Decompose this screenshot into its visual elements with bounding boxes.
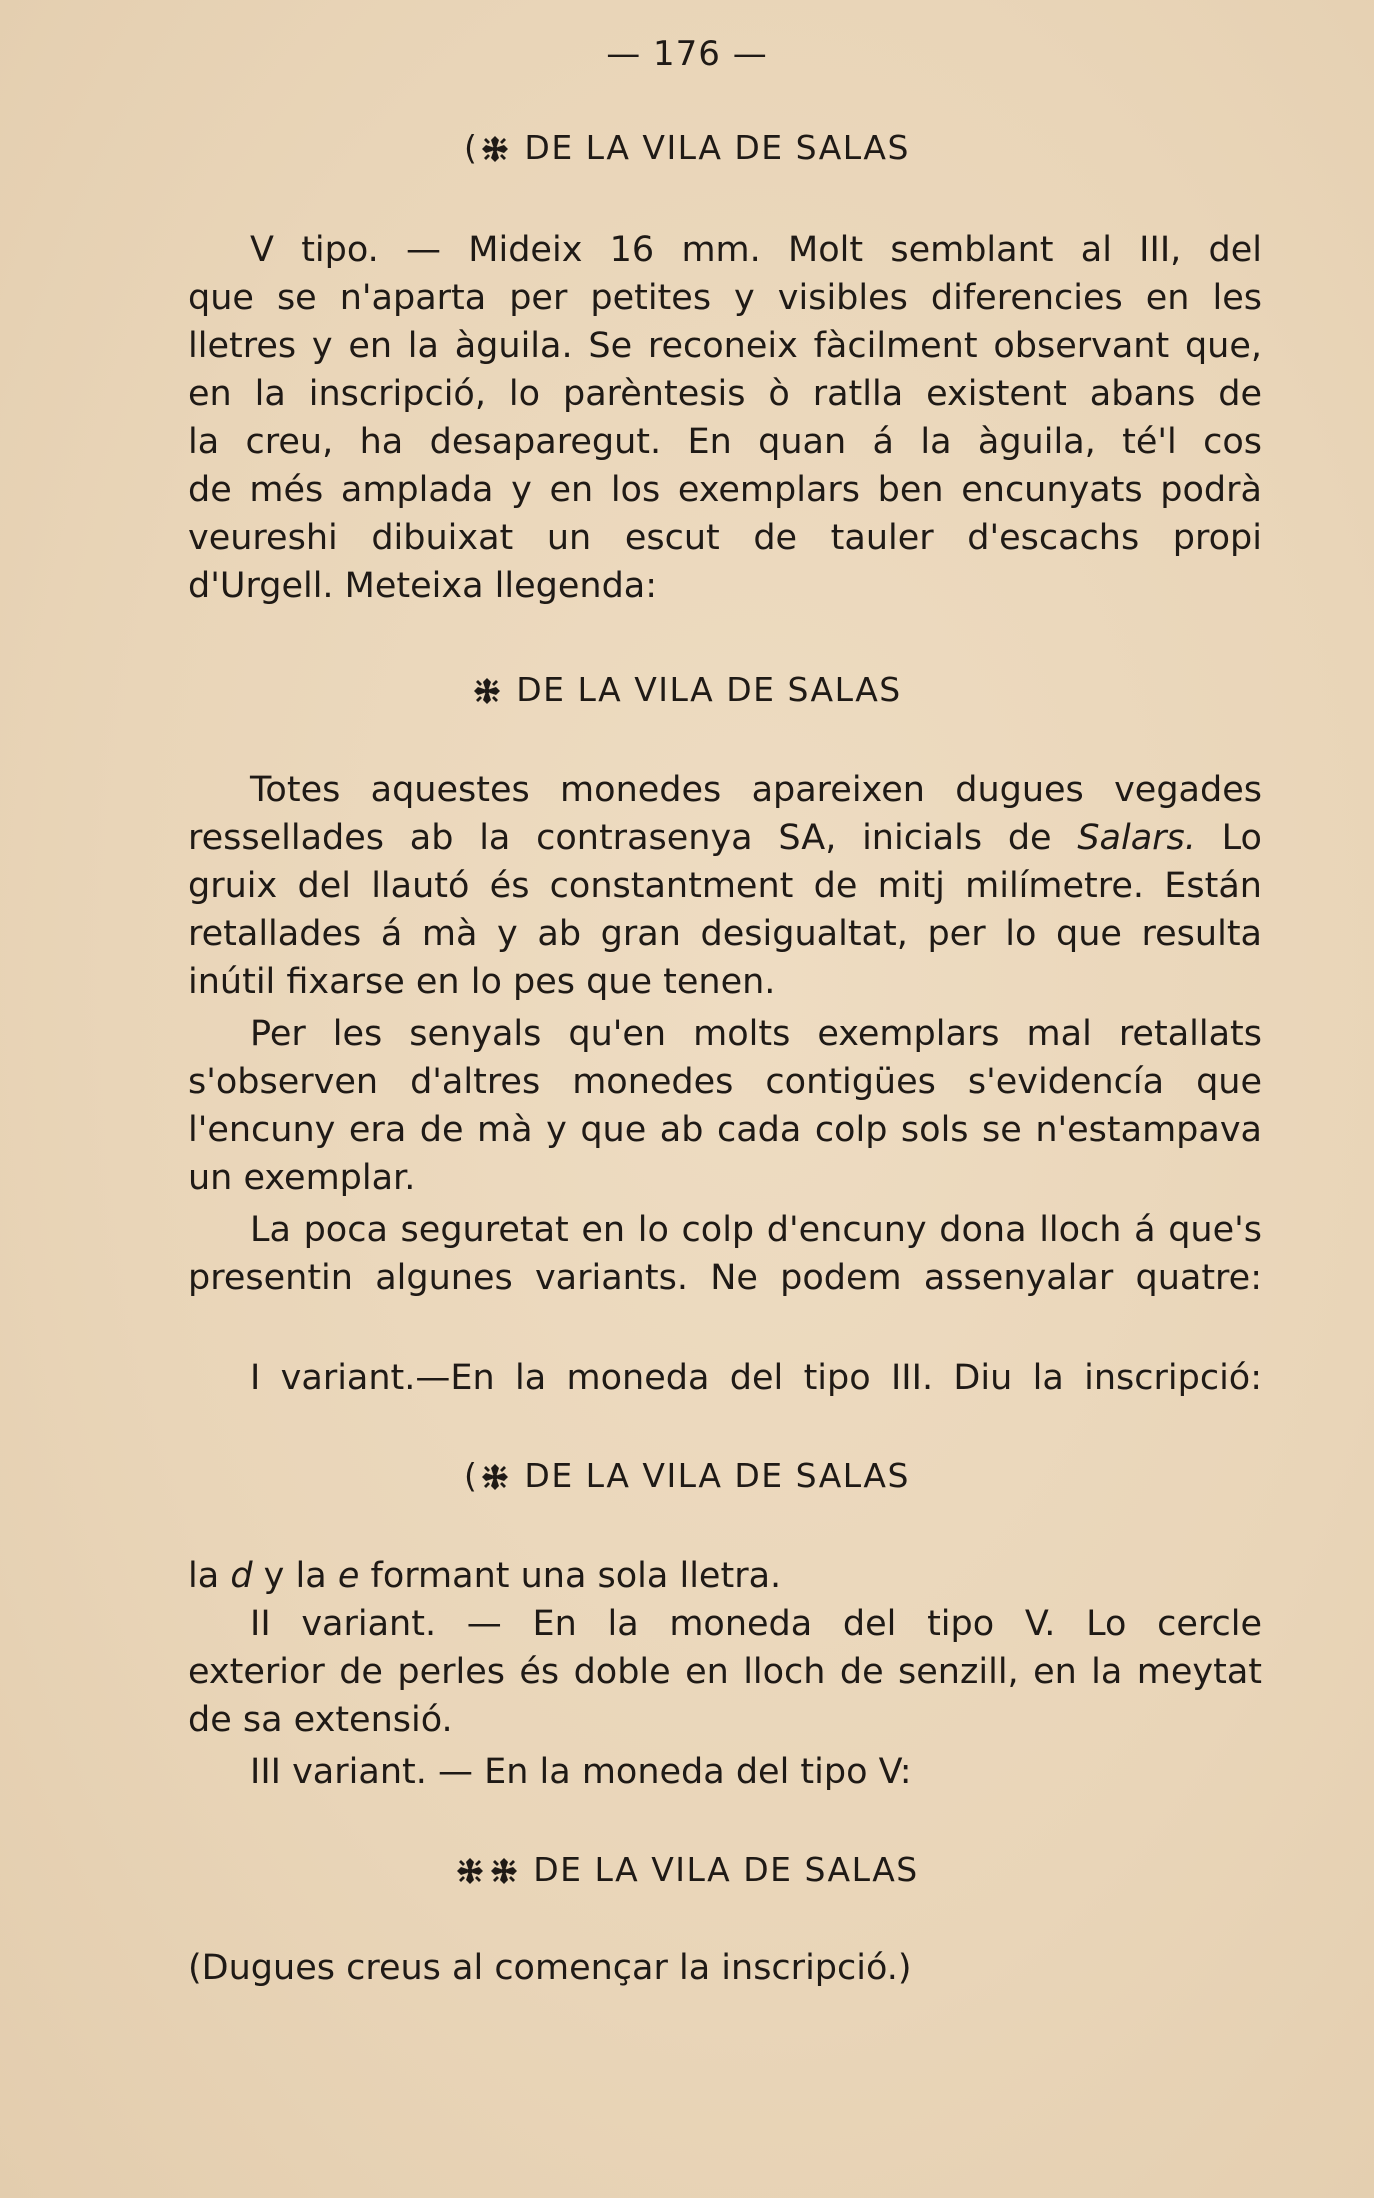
legend-text: DE LA VILA DE SALAS — [533, 1850, 919, 1889]
legend-text: DE LA VILA DE SALAS — [516, 670, 902, 709]
text-line: que se n'aparta per petites y visibles diferencies en les — [188, 278, 1262, 318]
text-line: la creu, ha desaparegut. En quan á la àguila, té'l cos — [188, 422, 1262, 462]
legend-text: DE LA VILA DE SALAS — [524, 128, 910, 167]
text-line: retallades á mà y ab gran desigualtat, per lo que resulta — [188, 914, 1262, 954]
variant-3: III variant. — En la moneda del tipo V: — [250, 1752, 912, 1792]
text-line: en la inscripció, lo parèntesis ò ratlla existent abans de — [188, 374, 1262, 414]
text-segment: Lo — [1221, 818, 1262, 858]
legend-1 — [0, 124, 1374, 172]
italic-word: Salars. — [1077, 818, 1196, 858]
text-segment: la — [188, 1556, 220, 1596]
text-line: Per les senyals qu'en molts exemplars mal retallats — [250, 1014, 1262, 1054]
paragraph-5 — [188, 1552, 1262, 1600]
legend-paren: ( — [464, 128, 479, 167]
patonce-cross-icon — [472, 676, 502, 706]
closing-note: (Dugues creus al començar la inscripció.) — [188, 1948, 912, 1988]
text-line — [188, 814, 1262, 862]
text-line: un exemplar. — [188, 1158, 416, 1198]
text-segment: y la — [263, 1556, 327, 1596]
text-line: V tipo. — Mideix 16 mm. Molt semblant al III, del — [250, 230, 1262, 270]
text-line: La poca seguretat en lo colp d'encuny dona lloch á que's — [250, 1210, 1262, 1250]
text-line: de més amplada y en los exemplars ben encunyats podrà — [188, 470, 1262, 510]
patonce-cross-icon — [480, 1462, 510, 1492]
text-line: s'observen d'altres monedes contigües s'evidencía que — [188, 1062, 1262, 1102]
legend-4 — [0, 1846, 1374, 1894]
text-segment: formant una sola lletra. — [370, 1556, 782, 1596]
italic-letter: e — [337, 1556, 360, 1596]
text-line: l'encuny era de mà y que ab cada colp sols se n'estampava — [188, 1110, 1262, 1150]
text-line: gruix del llautó és constantment de mitj milímetre. Están — [188, 866, 1262, 906]
text-segment: ressellades ab la contrasenya SA, inicials de — [188, 818, 1052, 858]
legend-2 — [0, 666, 1374, 714]
patonce-cross-icon — [489, 1856, 519, 1886]
text-line: d'Urgell. Meteixa llegenda: — [188, 566, 658, 606]
text-line: Totes aquestes monedes apareixen dugues vegades — [250, 770, 1262, 810]
text-line: inútil fixarse en lo pes que tenen. — [188, 962, 776, 1002]
text-line: II variant. — En la moneda del tipo V. Lo cercle — [250, 1604, 1262, 1644]
text-line: presentin algunes variants. Ne podem assenyalar quatre: — [188, 1258, 1262, 1298]
patonce-cross-icon — [455, 1856, 485, 1886]
variant-1: I variant.—En la moneda del tipo III. Diu la inscripció: — [250, 1358, 1262, 1398]
patonce-cross-icon — [480, 134, 510, 164]
page-number: — 176 — — [606, 34, 768, 74]
text-line: de sa extensió. — [188, 1700, 453, 1740]
legend-paren: ( — [464, 1456, 479, 1495]
text-line: veureshi dibuixat un escut de tauler d'escachs propi — [188, 518, 1262, 558]
legend-3 — [0, 1452, 1374, 1500]
legend-text: DE LA VILA DE SALAS — [524, 1456, 910, 1495]
text-line: lletres y en la àguila. Se reconeix fàcilment observant que, — [188, 326, 1262, 366]
text-line: exterior de perles és doble en lloch de senzill, en la meytat — [188, 1652, 1262, 1692]
italic-letter: d — [230, 1556, 253, 1596]
